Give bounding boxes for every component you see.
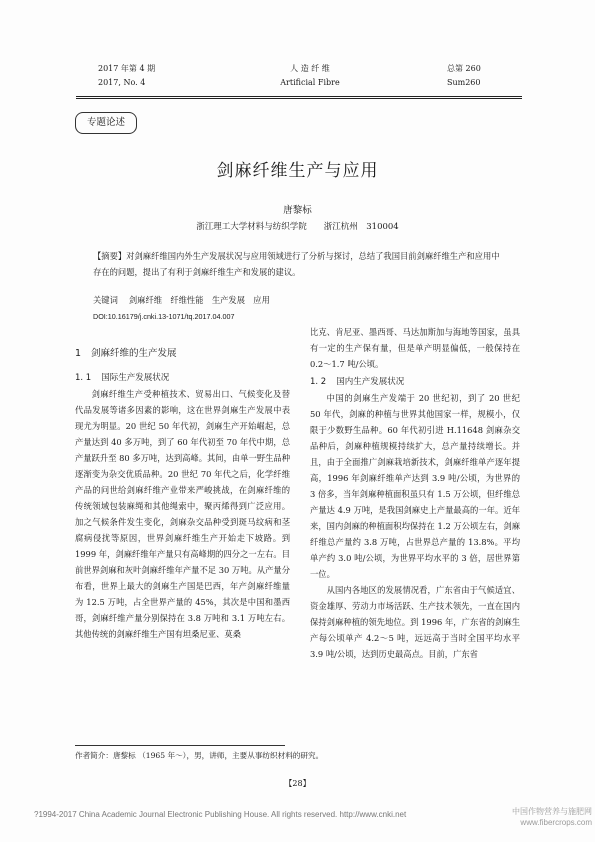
copyright-notice: ?1994-2017 China Academic Journal Electronic Publishing House. All rights reserved. http://www.cnki.net [34, 810, 407, 819]
article-title: 剑麻纤维生产与应用 [216, 161, 379, 181]
author-footnote: 作者简介：唐黎标 （1965 年～），男，讲师，主要从事纺织材料的研究。 [75, 751, 324, 760]
header-sum-en: Sum260 [447, 78, 481, 87]
watermark-line-1: 中国作物营养与施肥网 [512, 807, 592, 816]
section-1-1-title: 国际生产发展状况 [101, 373, 170, 383]
footnote-divider [75, 745, 285, 746]
header-journal-cn: 人 造 纤 维 [290, 64, 330, 73]
paragraph-international-cont: 比克、肯尼亚、墨西哥、马达加斯加与海地等国家，虽具有一定的生产保有量，但是单产明显偏低，一般保持在 0.2～1.7 吨/公顷。 [310, 327, 520, 369]
right-column [310, 324, 520, 662]
watermark-line-2: www.fibercrops.com [520, 818, 592, 827]
watermark [472, 806, 592, 828]
section-1-1-heading [75, 370, 290, 386]
abstract [93, 248, 503, 280]
column-tag: 专题论述 [75, 112, 137, 134]
author-name: 唐黎标 [283, 205, 312, 216]
section-1-1-number: 1. 1 [75, 373, 92, 383]
header-journal [270, 62, 350, 90]
section-1-title: 剑麻纤维的生产发展 [91, 348, 177, 359]
doi: DOI:10.16179/j.cnki.13-1071/tq.2017.04.007 [93, 312, 235, 321]
section-1-number: 1 [75, 348, 82, 359]
header-divider-thin [76, 98, 522, 99]
author-affiliation: 浙江理工大学材料与纺织学院 浙江杭州 310004 [196, 222, 399, 232]
page-number: 【28】 [284, 779, 311, 788]
section-1-2-heading [310, 374, 520, 390]
section-1-2-number: 1. 2 [310, 377, 327, 387]
paragraph-regional: 从国内各地区的发展情况看，广东省由于气候适宜、资金雄厚、劳动力市场活跃、生产技术领先，一直在国内保持剑麻种植的领先地位。到 1996 年，广东省的剑麻生产每公顷单产 4.2～5 吨，远远高于当时全国平均水平 3.9 吨/公顷，达到历史最高点。目前，广东省 [310, 585, 520, 659]
abstract-label: 【摘要】 [93, 251, 127, 261]
paragraph-domestic: 中国的剑麻生产发端于 20 世纪初，到了 20 世纪 50 年代，剑麻的种植与世界其他国家一样，规模小，仅限于少数野生品种。60 年代初引进 H.11648 剑麻杂交品种后，剑麻种植规模持续扩大，总产量持续增长。并且，由于全面推广剑麻栽培新技术，剑麻纤维单产逐年提高，1996 年剑麻纤维单产达到 3.9 吨/公顷，为世界的 3 倍多，当年剑麻种植面积虽只有 1.5 万公顷，但纤维总产量达 4.9 万吨，是我国剑麻史上产量最高的一年。近年来，国内剑麻的种植面积均保持在 1.2 万公顷左右，剑麻纤维总产量约 3.8 万吨，占世界总产量的 13.8%。平均单产约 3.0 吨/公顷，为世界平均水平的 3 倍，居世界第一位。 [310, 393, 520, 579]
header-sum-cn: 总第 260 [447, 64, 481, 73]
section-1-2-title: 国内生产发展状况 [336, 377, 405, 387]
header-divider [76, 96, 522, 97]
section-1-heading [75, 346, 290, 362]
keywords-list: 剑麻纤维 纤维性能 生产发展 应用 [128, 295, 270, 305]
paragraph-international: 剑麻纤维生产受种植技术、贸易出口、气候变化及替代品发展等诸多因素的影响，这在世界剑麻生产发展中表现尤为明显。20 世纪 50 年代初，剑麻生产开始崛起，总产量达到 40 多万吨，到了 60 年代初至 70 年代中期，总产量跃升至 80 多万吨，达到高峰。其间，由单一野生品种逐渐变为杂交优质品种。20 世纪 70 年代之后，化学纤维产品的问世给剑麻纤维产业带来严峻挑战，在剑麻纤维的传统领域包装麻绳和其他绳索中，聚丙烯得到广泛应用。加之气候条件发生变化，剑麻杂交品种受到斑马纹病和茎腐病侵扰等原因，世界剑麻纤维生产开始走下坡路。到 1999 年，剑麻纤维年产量只有高峰期的四分之一左右。目前世界剑麻和灰叶剑麻纤维年产量不足 30 万吨。从产量分布看，世界上最大的剑麻生产国是巴西，年产剑麻纤维量为 12.5 万吨，占全世界产量的 45%，其次是中国和墨西哥，剑麻纤维产量分别保持在 3.8 万吨和 3.1 万吨左右。其他传统的剑麻纤维生产国有坦桑尼亚、莫桑 [75, 389, 290, 639]
left-column [75, 336, 290, 642]
abstract-text: 对剑麻纤维国内外生产发展状况与应用领域进行了分析与探讨，总结了我国目前剑麻纤维生产和应用中存在的问题，提出了有利于剑麻纤维生产和发展的建议。 [93, 251, 500, 277]
header-journal-en: Artificial Fibre [280, 78, 340, 87]
keywords-label: 关键词 [93, 295, 118, 305]
header-sum [447, 62, 481, 90]
header-issue-cn: 2017 年第 4 期 [98, 64, 156, 73]
keywords [93, 294, 270, 306]
header-issue-en: 2017, No. 4 [98, 78, 146, 87]
header-issue [98, 62, 155, 90]
